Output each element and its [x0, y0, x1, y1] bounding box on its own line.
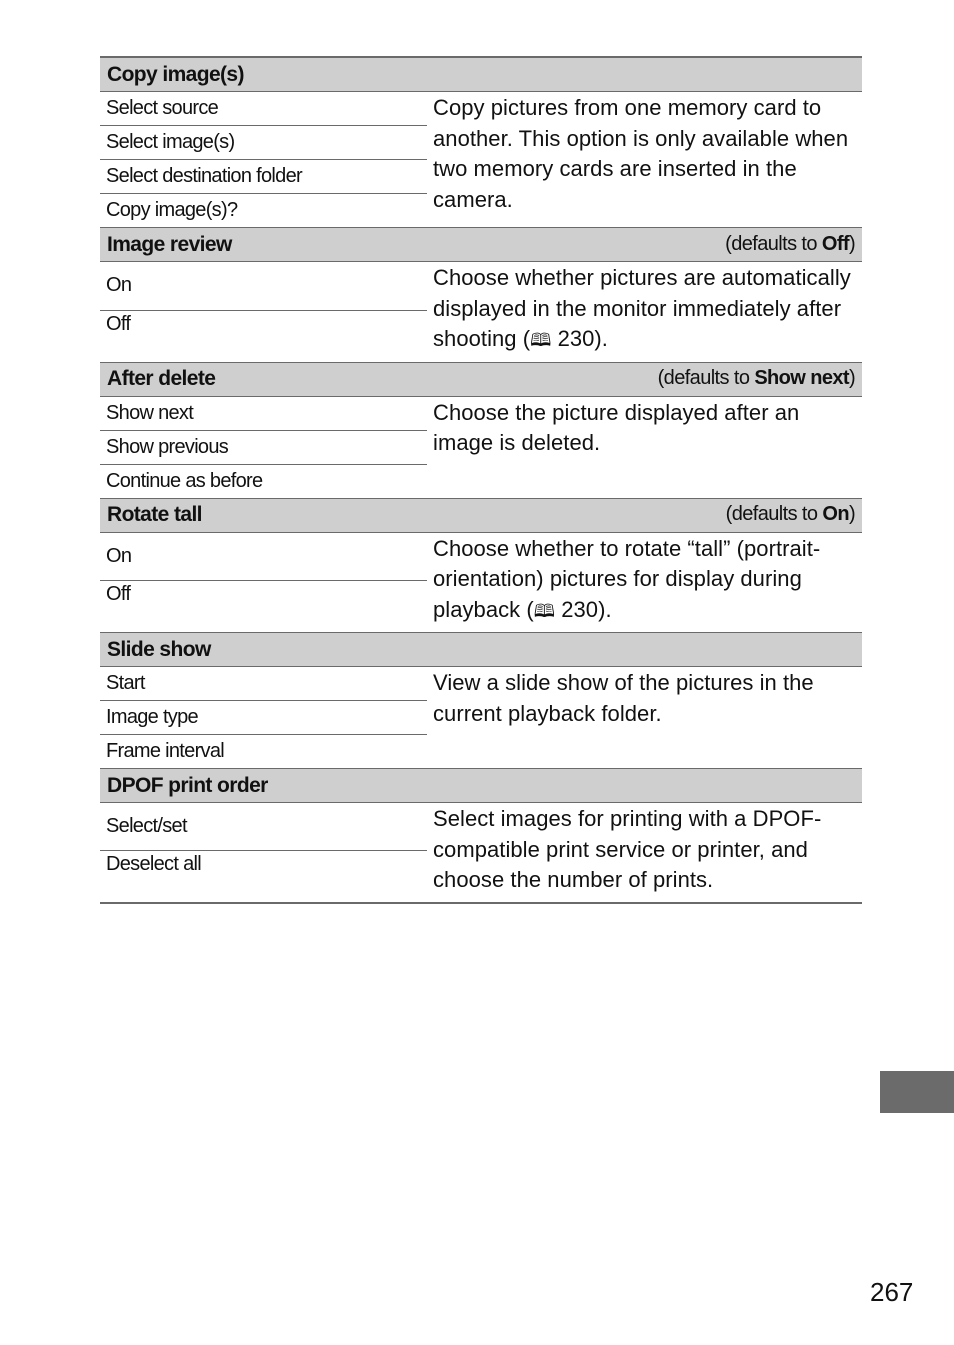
- option-label: Deselect all: [106, 853, 201, 876]
- option-row: [100, 667, 862, 701]
- section-header: [100, 769, 862, 803]
- section-title: Rotate tall: [107, 503, 202, 526]
- section-copy-images: [100, 57, 862, 228]
- section-after-delete: [100, 362, 862, 498]
- section-title: Slide show: [107, 637, 211, 661]
- section-header: [100, 57, 862, 92]
- section-slide-show: [100, 633, 862, 769]
- option-row: [100, 92, 862, 126]
- default-note: (defaults to On): [725, 503, 855, 525]
- section-title: After delete: [107, 367, 216, 390]
- option-row: [100, 803, 862, 851]
- option-label: Show previous: [100, 430, 427, 464]
- section-header: [100, 228, 862, 262]
- page-number: 267: [870, 1277, 914, 1307]
- section-header: [100, 362, 862, 396]
- option-label: Frame interval: [106, 740, 225, 762]
- option-label: Continue as before: [106, 469, 263, 492]
- section-description: Choose the picture displayed after an image is deleted.: [433, 399, 800, 455]
- section-title: DPOF print order: [107, 773, 268, 797]
- book-icon: 🕮: [530, 330, 552, 350]
- option-label: Select destination folder: [100, 160, 427, 194]
- option-row: [100, 532, 862, 581]
- option-label: On: [100, 532, 427, 581]
- section-description: Choose whether pictures are automatically displayed in the monitor immediately after shooting (🕮 230).: [433, 265, 851, 351]
- default-note: (defaults to Off): [725, 232, 855, 255]
- option-label: Select image(s): [100, 126, 427, 160]
- section-dpof-print-order: [100, 769, 862, 903]
- option-label: Start: [100, 667, 427, 701]
- option-label: On: [100, 262, 427, 311]
- option-row: [100, 262, 862, 311]
- default-value: On: [822, 503, 849, 525]
- section-title: Copy image(s): [107, 62, 244, 86]
- option-label: Image type: [100, 701, 427, 735]
- option-label: Off: [106, 583, 131, 606]
- section-description: View a slide show of the pictures in the current playback folder.: [433, 670, 814, 726]
- section-header: [100, 498, 862, 532]
- book-icon: 🕮: [533, 600, 556, 621]
- section-image-review: [100, 228, 862, 363]
- playback-menu-table: [100, 56, 862, 904]
- option-label: Show next: [100, 396, 427, 430]
- option-label: Select source: [100, 92, 427, 126]
- section-description: Choose whether to rotate “tall” (portrait-orientation) pictures for display during playback (🕮 230).: [433, 535, 821, 622]
- section-header: [100, 633, 862, 667]
- default-value: Off: [821, 232, 849, 255]
- section-title: Image review: [107, 232, 232, 256]
- option-label: Off: [106, 312, 131, 335]
- option-label: Select/set: [100, 803, 427, 851]
- page-reference: 230).: [557, 326, 608, 351]
- option-row: [100, 396, 862, 430]
- chapter-thumb-tab: [880, 1071, 954, 1113]
- default-note: (defaults to Show next): [657, 367, 855, 389]
- section-rotate-tall: [100, 498, 862, 633]
- section-description: Select images for printing with a DPOF-compatible print service or printer, and choose the number of prints.: [433, 806, 822, 892]
- page-reference: 230).: [561, 596, 612, 622]
- section-description: Copy pictures from one memory card to another. This option is only available when two memory cards are inserted in the camera.: [433, 95, 849, 212]
- default-value: Show next: [754, 367, 849, 389]
- option-label: Copy image(s)?: [106, 199, 238, 221]
